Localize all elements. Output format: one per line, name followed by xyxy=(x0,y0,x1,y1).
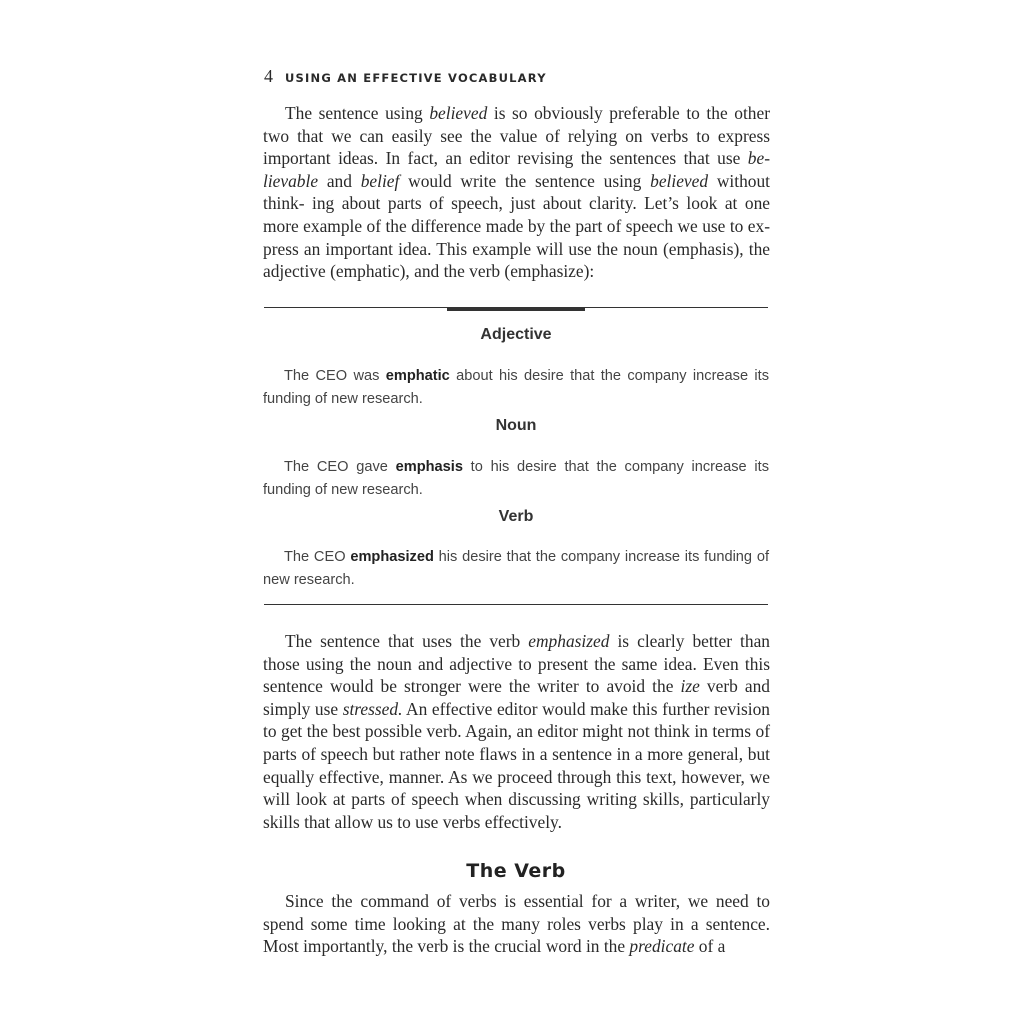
page-number: 4 xyxy=(264,66,273,86)
adjective-heading: Adjective xyxy=(480,326,552,343)
section-heading-the-verb: The Verb xyxy=(466,860,566,882)
noun-heading: Noun xyxy=(495,417,537,434)
verb-example: The CEO emphasized his desire that the company increase its funding of new research. xyxy=(263,549,769,588)
running-title: USING AN EFFECTIVE VOCABULARY xyxy=(285,71,547,85)
example-top-rule-accent xyxy=(447,307,585,311)
body-paragraph-1: The sentence using believed is so obviously preferable to the other two that we can easily see the value of relying on verbs to express important ideas. In fact, an editor revising the sentences that use be- lievable and belief would write the sentence using believed without think- ing about parts of speech, just about clarity. Let’s look at one more example of the difference made by the part of speech we use to ex- press an important idea. This example will use the noun (emphasis), the adjective (emphatic), and the verb (emphasize): xyxy=(263,103,770,282)
verb-heading: Verb xyxy=(498,508,534,525)
body-paragraph-2: The sentence that uses the verb emphasized is clearly better than those using the noun and adjective to present the same idea. Even this sentence would be stronger were the writer to avoid the ize verb and simply use stressed. An effective editor would make this further revision to get the best possible verb. Again, an editor might not think in terms of parts of speech but rather note flaws in a sentence in a more general, but equally effective, manner. As we proceed through this text, however, we will look at parts of speech when discussing writing skills, particularly skills that allow us to use verbs effectively. xyxy=(263,631,770,832)
noun-example: The CEO gave emphasis to his desire that the company increase its funding of new research. xyxy=(263,459,769,498)
adjective-example: The CEO was emphatic about his desire that the company increase its funding of new research. xyxy=(263,368,770,407)
example-bottom-rule xyxy=(264,604,768,605)
body-paragraph-3: Since the command of verbs is essential for a writer, we need to spend some time looking at the many roles verbs play in a sentence. Most importantly, the verb is the crucial word in the predicate of a xyxy=(263,891,770,957)
running-head xyxy=(264,66,547,88)
